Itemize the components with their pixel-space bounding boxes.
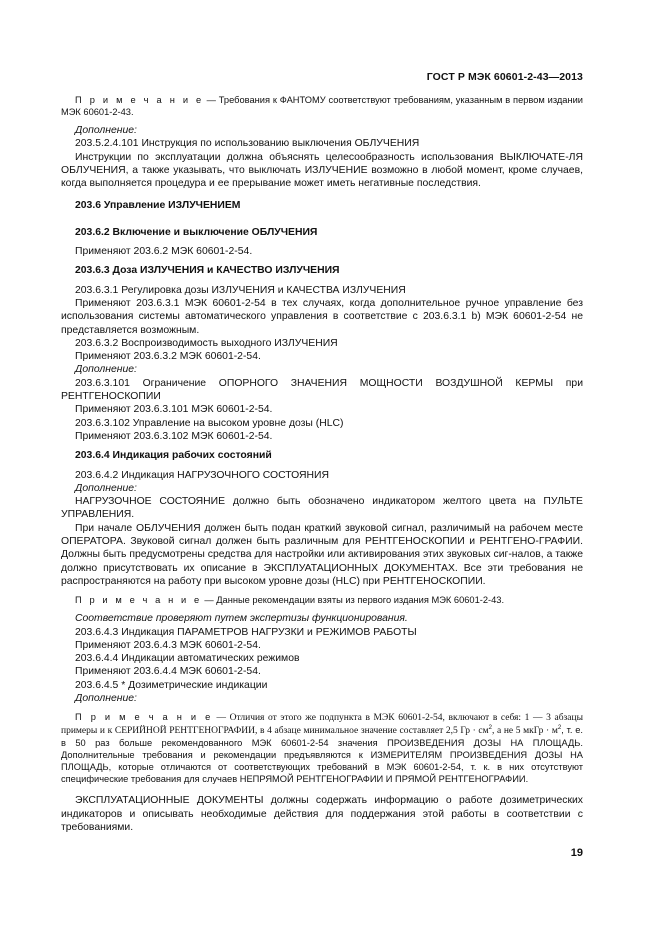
paragraph: 203.6.3.1 Регулировка дозы ИЗЛУЧЕНИЯ и КАЧЕСТВА ИЗЛУЧЕНИЯ xyxy=(75,284,406,296)
addition-label: Дополнение: xyxy=(75,125,137,136)
document-header: ГОСТ Р МЭК 60601-2-43—2013 xyxy=(426,71,583,83)
paragraph: ЭКСПЛУАТАЦИОННЫЕ ДОКУМЕНТЫ должны содержать информацию о работе дозиметрических индикаторов и описывать необходимые действия для поддержания этой работы в соответствии с требованиями. xyxy=(61,795,583,833)
paragraph: Применяют 203.6.3.2 МЭК 60601-2-54. xyxy=(75,351,261,363)
paragraph: 203.6.3.102 Управление на высоком уровне дозы (HLC) xyxy=(75,417,344,429)
paragraph: 203.6.4.2 Индикация НАГРУЗОЧНОГО СОСТОЯНИЯ xyxy=(75,469,330,481)
note-3-text-c: , т. е. в 50 раз больше рекомендованного МЭК 60601-2-54 значения ПРОИЗВЕДЕНИЯ ДОЗЫ НА ПЛОЩАДЬ. Дополнительные требования и рекомендации предъявляются к ИЗМЕРИТЕЛЯМ ПРОИЗВЕДЕНИЯ ДОЗЫ НА ПЛОЩАДЬ, которые отличаются от соответствующих требований в МЭК 60601-2-54, т. к. в них отсутствуют специфические требования для случаев НЕПРЯМОЙ РЕНТГЕНОГРАФИИ И ПРЯМОЙ РЕНТГЕНОГРАФИИ. xyxy=(61,725,583,785)
paragraph: 203.5.2.4.101 Инструкция по использованию выключения ОБЛУЧЕНИЯ xyxy=(75,138,420,150)
page-number: 19 xyxy=(570,847,583,859)
paragraph: Применяют 203.6.4.3 МЭК 60601-2-54. xyxy=(75,639,261,651)
note-label: П р и м е ч а н и е xyxy=(75,95,204,105)
paragraph: Инструкции по эксплуатации должна объяснять целесообразность использования ВЫКЛЮЧАТЕ-ЛЯ ОБЛУЧЕНИЯ, а также указывать, что выключать ИЗЛУЧЕНИЕ возможно в любой момент, кроме случаев, когда выполняется процедура и ее прерывание может иметь негативные последствия. xyxy=(61,151,583,190)
paragraph: Применяют 203.6.2 МЭК 60601-2-54. xyxy=(75,246,253,258)
section-heading: 203.6 Управление ИЗЛУЧЕНИЕМ xyxy=(75,200,241,212)
paragraph: 203.6.4.5 * Дозиметрические индикации xyxy=(75,679,268,691)
note-label: П р и м е ч а н и е xyxy=(75,712,213,723)
superscript: 2 xyxy=(557,725,562,732)
superscript: 2 xyxy=(488,725,492,732)
note-3-text-b: , а не 5 мкГр · м xyxy=(492,726,558,737)
addition-label: Дополнение: xyxy=(75,692,137,704)
paragraph: 203.6.4.4 Индикации автоматических режимов xyxy=(75,653,300,665)
note-3 xyxy=(61,711,583,785)
section-heading: 203.6.2 Включение и выключение ОБЛУЧЕНИЯ xyxy=(75,226,318,238)
addition-label: Дополнение: xyxy=(75,364,137,376)
note-2-text: — Данные рекомендации взяты из первого издания МЭК 60601-2-43. xyxy=(201,595,505,606)
paragraph: 203.6.3.101 Ограничение ОПОРНОГО ЗНАЧЕНИЯ МОЩНОСТИ ВОЗДУШНОЙ КЕРМЫ при РЕНТГЕНОСКОПИИ xyxy=(61,377,583,403)
paragraph: Применяют 203.6.3.101 МЭК 60601-2-54. xyxy=(75,404,273,416)
paragraph: 203.6.4.3 Индикация ПАРАМЕТРОВ НАГРУЗКИ и РЕЖИМОВ РАБОТЫ xyxy=(75,626,417,638)
note-label: П р и м е ч а н и е xyxy=(75,595,202,606)
paragraph: Применяют 203.6.3.1 МЭК 60601-2-54 в тех случаях, когда дополнительное ручное управление без использования системы автоматического управления в соответствие с 203.6.3.1 b) МЭК 60601-2-54 не представляется возможным. xyxy=(61,297,583,336)
paragraph: 203.6.3.2 Воспроизводимость выходного ИЗЛУЧЕНИЯ xyxy=(75,337,338,349)
section-heading: 203.6.3 Доза ИЗЛУЧЕНИЯ и КАЧЕСТВО ИЗЛУЧЕНИЯ xyxy=(75,265,340,277)
note-3-text-a: — Отличия от этого же подпункта в МЭК 60601-2-54, включают в себя: 1 — 3 абзацы примеры и к СЕРИЙНОЙ РЕНТГЕНОГРАФИИ, в 4 абзаце минимальное значение составляет 2,5 Гр · см xyxy=(61,713,583,737)
note-1 xyxy=(61,94,583,118)
paragraph: При начале ОБЛУЧЕНИЯ должен быть подан краткий звуковой сигнал, различимый на рабочем месте ОПЕРАТОРА. Звуковой сигнал должен быть различным для РЕНТГЕНОСКОПИИ и РЕНТГЕНО-ГРАФИИ. Должны быть предусмотрены средства для настройки или активирования этих звуковых сиг-налов, а также должно присутствовать их описание в ЭКСПЛУАТАЦИОННЫХ ДОКУМЕНТАХ. Все эти требования не распространяются на работу при высоком уровне дозы (HLC) при РЕНТГЕНОСКОПИИ. xyxy=(61,522,583,587)
section-heading: 203.6.4 Индикация рабочих состояний xyxy=(75,450,272,462)
compliance-statement: Соответствие проверяют путем экспертизы функционирования. xyxy=(75,613,408,625)
note-2 xyxy=(61,594,583,606)
note-1-text: — Требования к ФАНТОМУ соответствуют требованиям, указанным в первом издании МЭК 60601-2-43. xyxy=(61,95,583,117)
paragraph: Применяют 203.6.4.4 МЭК 60601-2-54. xyxy=(75,666,261,678)
document-body xyxy=(61,94,583,834)
paragraph: Применяют 203.6.3.102 МЭК 60601-2-54. xyxy=(75,430,273,442)
paragraph: НАГРУЗОЧНОЕ СОСТОЯНИЕ должно быть обозначено индикатором желтого цвета на ПУЛЬТЕ УПРАВЛЕНИЯ. xyxy=(61,496,583,521)
addition-label: Дополнение: xyxy=(75,482,137,494)
